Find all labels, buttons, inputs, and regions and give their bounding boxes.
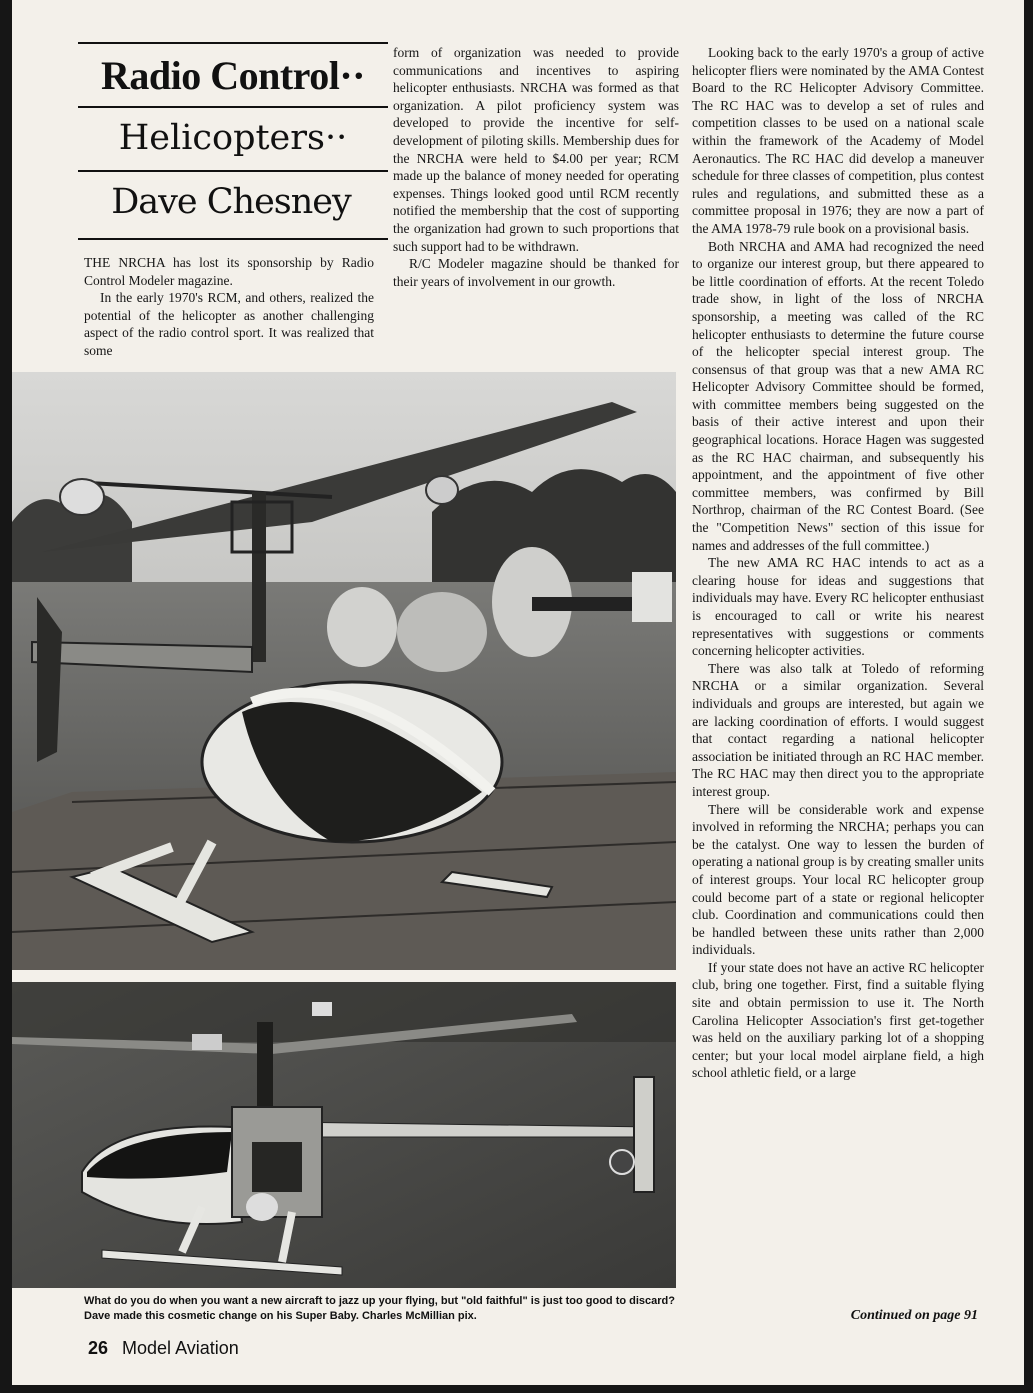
photo-helicopter-pavement <box>12 982 676 1288</box>
col3-paragraph-1: Looking back to the early 1970's a group of active helicopter fliers were nominated by the AMA Contest Board to the RC Helicopter Advisory Committee. The RC HAC was to develop a set of rules and competition classes to be used on a national scale within the framework of the Academy of Model Aeronautics. The RC HAC did develop a maneuver schedule for three classes of competition, plus contest rules and regulations, and submitted these as a committee proposal in 1976; they are now a part of the AMA 1978-79 rule book on a provisional basis. <box>692 45 984 236</box>
rule-1 <box>78 106 388 108</box>
col3-paragraph-3: The new AMA RC HAC intends to act as a clearing house for ideas and suggestions that individuals may have. Every RC helicopter enthusiast is encouraged to call or write his nearest representatives with suggestions or comments concerning helicopter activities. <box>692 555 984 659</box>
page-number: 26 <box>88 1338 109 1358</box>
headline-line2: Helicopters·· <box>118 118 348 158</box>
headline-line1: Radio Control·· <box>100 53 366 98</box>
photo-helicopter-field <box>12 372 676 970</box>
continued-note: Continued on page 91 <box>850 1308 978 1323</box>
helicopter-pavement-image <box>12 982 676 1288</box>
helicopter-field-image <box>12 372 676 970</box>
col2-paragraph-2: R/C Modeler magazine should be thanked for their years of involvement in our growth. <box>393 256 679 289</box>
col3-paragraph-4: There was also talk at Toledo of reforming NRCHA or a similar organization. Several individuals and groups are interested, but again we are lacking coordination of efforts. I would suggest that contact regarding a national helicopter association be initiated through an RC HAC member. The RC HAC may then direct you to the appropriate interest group. <box>692 660 984 799</box>
column-1 <box>84 254 374 360</box>
column-3 <box>692 44 984 1082</box>
magazine-name: Model Aviation <box>122 1338 239 1358</box>
photo-caption: What do you do when you want a new aircraft to jazz up your flying, but "old faithful" is just too good to discard? Dave made this cosmetic change on his Super Baby. Charles McMillian pix. <box>84 1295 675 1322</box>
rule-2 <box>78 170 388 172</box>
magazine-page <box>12 0 1024 1385</box>
col1-paragraph-1: THE NRCHA has lost its sponsorship by Radio Control Modeler magazine. <box>84 255 374 288</box>
folio <box>88 1338 239 1359</box>
col3-paragraph-5: There will be considerable work and expense involved in reforming the NRCHA; perhaps you can be the catalyst. One way to lessen the burden of operating a national group is by creating smaller units of interest groups. Your local RC helicopter group could become part of a state or regional helicopter club. Coordination and communications could then be handled between these units rather than 2,000 individuals. <box>692 801 984 958</box>
column-2 <box>393 44 679 290</box>
col1-paragraph-2: In the early 1970's RCM, and others, realized the potential of the helicopter as another challenging aspect of the radio control sport. It was realized that some <box>84 290 374 358</box>
col3-paragraph-6: If your state does not have an active RC helicopter club, bring one together. First, find a suitable flying site and obtain permission to use it. The North Carolina Helicopter Association's first get-together was held on the auxiliary parking lot of a shopping center; but your local model airplane field, a high school athletic field, or a large <box>692 959 984 1081</box>
byline: Dave Chesney <box>111 182 351 222</box>
col2-paragraph-1: form of organization was needed to provide communications and incentives to aspiring helicopter enthusiasts. NRCHA was formed as that organization. A pilot proficiency system was developed to provide the incentive for self-development of piloting skills. Membership dues for the NRCHA were held to $4.00 per year; RCM made up the balance of money needed for operating expenses. Things looked good until RCM recently notified the membership that the cost of supporting the organization had grown to such proportions that such support had to be withdrawn. <box>393 45 679 254</box>
rule-3 <box>78 238 388 240</box>
col3-paragraph-2: Both NRCHA and AMA had recognized the need to organize our interest group, but there appeared to be little coordination of efforts. At the recent Toledo trade show, in light of the loss of NRCHA sponsorship, a meeting was called of the RC helicopter enthusiasts to determine the future course of the helicopter special interest group. The consensus of that group was that a new AMA RC Helicopter Advisory Committee should be formed, with committee members being suggested on the basis of their active interest and upon their geographical locations. Horace Hagen was suggested as the RC HAC chairman, and subsequently his appointment, and the appointment of five other committee members, was confirmed by Bill Northrop, chairman of the RC Contest Board. (See the "Competition News" section of this issue for names and addresses of the full committee.) <box>692 238 984 553</box>
rule-top <box>78 42 388 44</box>
